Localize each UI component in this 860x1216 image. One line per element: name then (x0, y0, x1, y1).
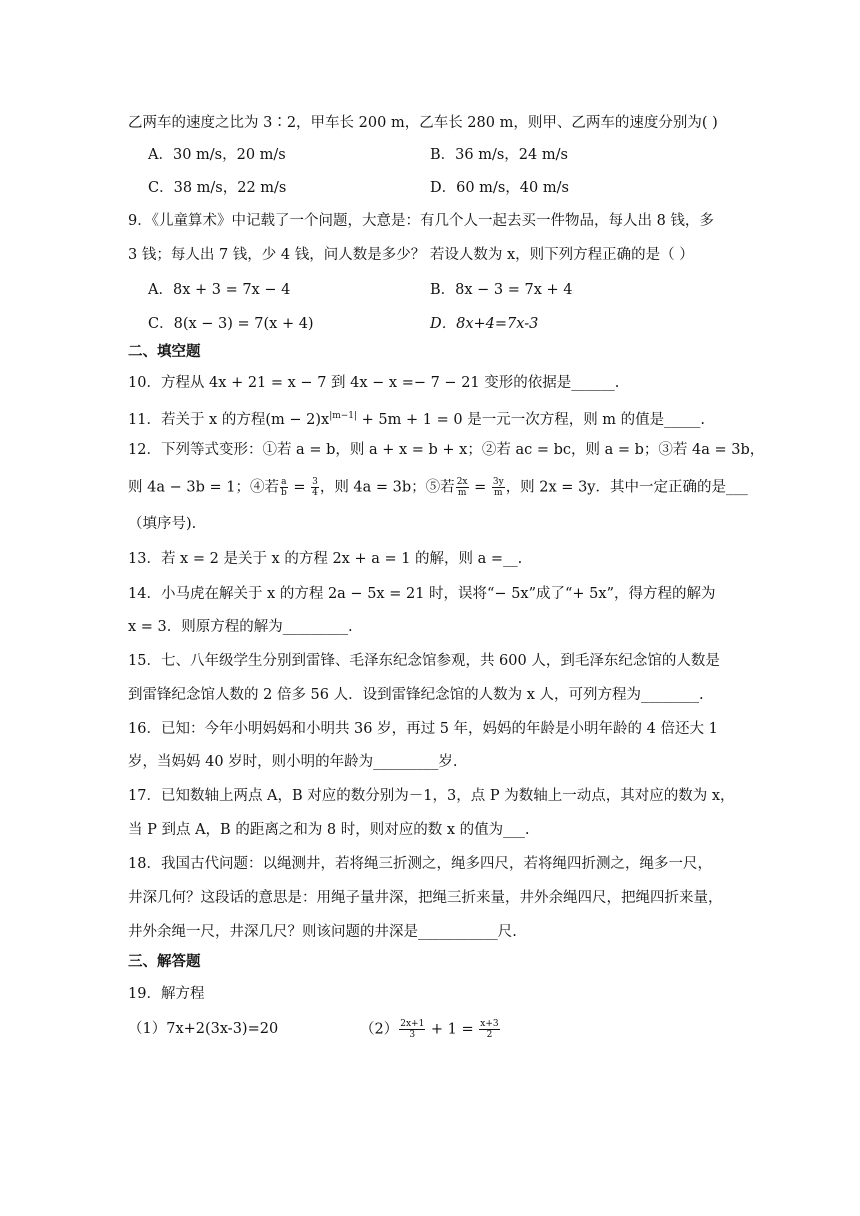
q11 (128, 406, 705, 430)
fraction-denominator: 2 (486, 1030, 493, 1040)
q18-line3: 井外余绳一尺，井深几尺？则该问题的井深是___________尺. (128, 924, 517, 940)
fraction-x-plus-3-over-2 (479, 1019, 499, 1040)
q17-line1: 17．已知数轴上两点 A，B 对应的数分别为－1，3，点 P 为数轴上一动点，其对应的数为 x， (128, 788, 735, 804)
q19-p2-pre: （2） (360, 1021, 399, 1038)
q9-option-b[interactable]: B．8x − 3 = 7x + 4 (430, 282, 573, 298)
q8-option-b[interactable]: B．36 m/s，24 m/s (430, 147, 568, 163)
q9-option-c[interactable]: C．8(x − 3) = 7(x + 4) (148, 316, 314, 332)
q12-l2-c: ，则 4a = 3b；⑤若 (319, 479, 455, 496)
q12-line2 (128, 477, 748, 498)
fraction-denominator: m (494, 488, 503, 498)
section-heading-solve: 三、解答题 (128, 953, 201, 970)
fraction-3y-over-m (492, 477, 505, 498)
q13: 13．若 x = 2 是关于 x 的方程 2x + a = 1 的解，则 a =__. (128, 551, 523, 567)
q10: 10．方程从 4x + 21 = x − 7 到 4x − x =− 7 − 21 变形的依据是______. (128, 375, 620, 391)
q18-line1: 18．我国古代问题：以绳测井，若将绳三折测之，绳多四尺，若将绳四折测之，绳多一尺， (128, 856, 712, 872)
q9-line2: 3 钱；每人出 7 钱，少 4 钱，问人数是多少？ 若设人数为 x，则下列方程正确的是（ ） (128, 247, 694, 263)
q12-line3: （填序号). (128, 516, 197, 532)
q8-option-a[interactable]: A．30 m/s，20 m/s (148, 147, 286, 163)
q19-p2-mid: + 1 = (426, 1021, 479, 1038)
fraction-numerator: a (281, 477, 287, 487)
fraction-numerator: 2x+1 (400, 1019, 425, 1029)
fraction-a-over-b (280, 477, 288, 498)
q11-post: + 5m + 1 = 0 是一元一次方程，则 m 的值是_____. (357, 411, 706, 428)
fraction-numerator: 3 (312, 477, 318, 487)
q8-option-d[interactable]: D．60 m/s，40 m/s (430, 180, 569, 196)
q12-l2-e: ，则 2x = 3y．其中一定正确的是___ (505, 479, 748, 496)
q12-line1: 12．下列等式变形：①若 a = b，则 a + x = b + x；②若 ac = bc，则 a = b；③若 4a = 3b， (128, 442, 765, 458)
q15-line2: 到雷锋纪念馆人数的 2 倍多 56 人．设到雷锋纪念馆的人数为 x 人，可列方程为________. (128, 687, 704, 703)
fraction-2x-plus-1-over-3 (399, 1019, 425, 1040)
q12-l2-d: = (469, 479, 491, 496)
q19-title: 19．解方程 (128, 986, 205, 1002)
q14-line1: 14．小马虎在解关于 x 的方程 2a − 5x = 21 时，误将“− 5x”成了“+ 5x”，得方程的解为 (128, 586, 716, 602)
q8-option-c[interactable]: C．38 m/s，22 m/s (148, 180, 287, 196)
q17-line2: 当 P 到点 A，B 的距离之和为 8 时，则对应的数 x 的值为___. (128, 822, 530, 838)
fraction-2x-over-m (456, 477, 469, 498)
q9-option-a[interactable]: A．8x + 3 = 7x − 4 (148, 282, 291, 298)
q19-part1: （1）7x+2(3x-3)=20 (128, 1021, 279, 1037)
fraction-denominator: 3 (409, 1030, 416, 1040)
q16-line1: 16．已知：今年小明妈妈和小明共 36 岁，再过 5 年，妈妈的年龄是小明年龄的 4 倍还大 1 (128, 721, 718, 737)
q8-stem-tail: 乙两车的速度之比为 3∶2，甲车长 200 m，乙车长 280 m，则甲、乙两车的速度分别为( ) (128, 115, 718, 131)
fraction-numerator: x+3 (480, 1019, 499, 1029)
q12-l2-b: = (288, 479, 311, 496)
q12-l2-a: 则 4a − 3b = 1；④若 (128, 479, 279, 496)
q11-pre: 11．若关于 x 的方程(m − 2)x (128, 411, 330, 428)
section-heading-fill-blank: 二、填空题 (128, 343, 201, 360)
q18-line2: 井深几何？这段话的意思是：用绳子量井深，把绳三折来量，井外余绳四尺，把绳四折来量， (128, 890, 723, 906)
q11-exponent: |m−1| (329, 411, 358, 421)
q15-line1: 15．七、八年级学生分别到雷锋、毛泽东纪念馆参观，共 600 人，到毛泽东纪念馆的人数是 (128, 653, 720, 669)
q19-part2 (360, 1019, 501, 1040)
q9-line1: 9．《儿童算术》中记载了一个问题，大意是：有几个人一起去买一件物品，每人出 8 钱，多 (128, 213, 714, 229)
fraction-3-over-4 (311, 477, 319, 498)
fraction-denominator: b (280, 488, 287, 498)
fraction-denominator: 4 (312, 488, 318, 498)
fraction-denominator: m (457, 488, 467, 498)
fraction-numerator: 2x (456, 477, 468, 487)
q9-option-d[interactable]: D．8x+4=7x-3 (430, 316, 539, 332)
q14-line2: x = 3．则原方程的解为_________. (128, 619, 353, 635)
fraction-numerator: 3y (492, 477, 504, 487)
q16-line2: 岁，当妈妈 40 岁时，则小明的年龄为_________岁. (128, 754, 458, 770)
